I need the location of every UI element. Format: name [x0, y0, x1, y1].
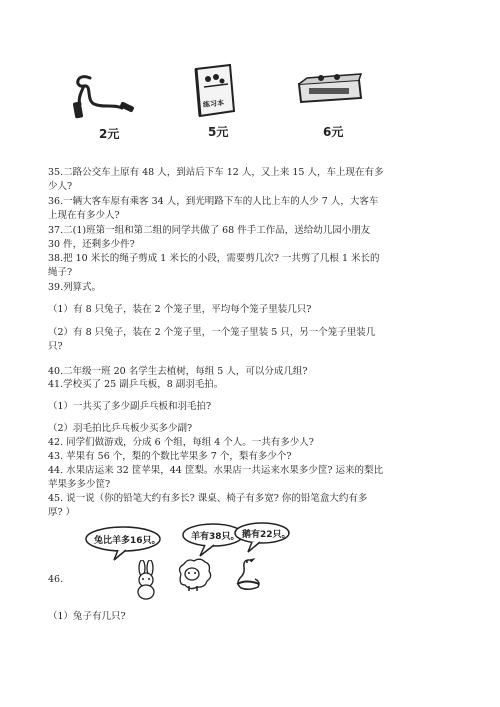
sheep-speech: 羊有38只。: [191, 532, 240, 542]
question-46-part1: （1）兔子有几只?: [48, 611, 126, 622]
question-44-line2: 苹果多多少筐?: [48, 479, 111, 490]
question-38-line1: 38.把 10 米长的绳子剪成 1 米长的小段，需要剪几次? 一共剪了几根 1 米长的: [48, 253, 380, 264]
question-38-line2: 绳子?: [48, 267, 73, 278]
question-39-part2-line2: 只?: [48, 341, 63, 352]
book-cover-label: 练习本: [202, 98, 225, 110]
question-42: 42. 同学们做游戏，分成 6 个组，每组 4 个人。一共有多少人?: [48, 437, 314, 448]
question-41-part1: （1）一共买了多少副乒乓板和羽毛拍?: [48, 401, 212, 412]
rabbit-icon: [134, 560, 160, 600]
animal-illustration: [0, 520, 500, 590]
question-44-line1: 44. 水果店运来 32 筐苹果，44 筐梨。水果店一共运来水果多少筐? 运来的梨比: [48, 465, 383, 476]
question-41-part2: （2）羽毛拍比乒乓板少买多少副?: [48, 423, 193, 434]
question-45-line1: 45. 说一说（你的铅笔大约有多长? 课桌、椅子有多宽? 你的铅笔盒大约有多: [48, 493, 368, 504]
rope-price: 2元: [99, 127, 120, 141]
question-40: 40.二年级一班 20 名学生去植树，每组 5 人，可以分成几组?: [48, 366, 308, 377]
question-39-part1: （1）有 8 只兔子，装在 2 个笼子里，平均每个笼子里装几只?: [48, 304, 312, 315]
sheep-icon: [175, 558, 213, 592]
question-36-line2: 上现在有多少人?: [48, 210, 120, 221]
pencil-case-price: 6元: [323, 125, 344, 139]
question-46: 46.: [48, 574, 64, 585]
question-37-line2: 30 件，还剩多少件?: [48, 239, 135, 250]
pencil-case-icon: [297, 70, 363, 104]
question-41: 41.学校买了 25 副乒乓板，8 副羽毛拍。: [48, 379, 224, 390]
question-35-line2: 少人?: [48, 181, 73, 192]
question-43: 43. 苹果有 56 个，梨的个数比苹果多 7 个，梨有多少个?: [48, 451, 292, 462]
duck-speech: 鹅有22只。: [242, 530, 291, 540]
question-36-line1: 36.一辆大客车原有乘客 34 人，到光明路下车的人比上车的人少 7 人，大客车: [48, 196, 379, 207]
jump-rope-icon: [70, 64, 140, 122]
book-price: 5元: [208, 125, 229, 139]
question-35-line1: 35.二路公交车上原有 48 人，到站后下车 12 人，又上来 15 人，车上现在有多: [48, 167, 384, 178]
rabbit-speech: 兔比羊多16只。: [94, 536, 161, 546]
goose-icon: [233, 556, 263, 592]
question-39: 39.列算式。: [48, 282, 102, 293]
exercise-book-icon: [190, 63, 238, 119]
question-39-part2-line1: （2）有 8 只兔子，装在 2 个笼子里，一个笼子里装 5 只，另一个笼子里装几: [48, 327, 376, 338]
question-45-line2: 厚? ）: [48, 507, 76, 518]
item-illustrations: [0, 0, 500, 150]
question-37-line1: 37.二(1)班第一组和第二组的同学共做了 68 件手工作品，送给幼儿园小朋友: [48, 225, 371, 236]
